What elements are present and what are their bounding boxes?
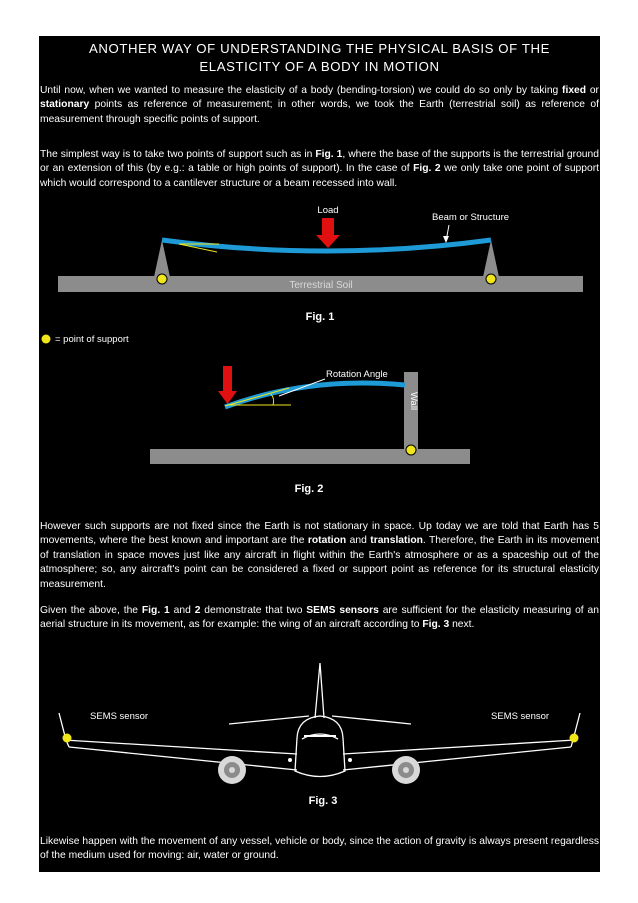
paragraph-conclusion xyxy=(40,835,599,864)
text-run: demonstrate that two xyxy=(200,605,307,616)
title-line-1: ANOTHER WAY OF UNDERSTANDING THE PHYSICAL BASIS OF THE xyxy=(88,41,551,56)
soil-label: Terrestrial Soil xyxy=(289,280,353,291)
text-run: points as reference of measurement; in other words, we took the Earth (terrestrial soil) as reference of measurement through specific points of support. xyxy=(40,99,599,125)
text-run: The simplest way is to take two points of support such as in xyxy=(40,149,316,160)
text-run: or xyxy=(586,85,599,96)
fuselage xyxy=(295,716,345,777)
text-run: Likewise happen with the movement of any vessel, vehicle or body, since the action of gravity is always present regardless of the medium used for moving: air, water or ground. xyxy=(40,836,599,862)
sems-sensor-right-label: SEMS sensor xyxy=(491,711,550,722)
sems-sensor-left-icon xyxy=(63,734,72,743)
text-run: However such supports are not fixed since the Earth is not stationary in space. Up today we are told that Earth has 5 movements, where the best known and important are the xyxy=(40,521,599,547)
text-run: are sufficient for the elasticity measuring of an aerial structure in its movement, as for example: the wing of an aircraft according to xyxy=(40,605,599,631)
bold-term: fixed xyxy=(562,85,587,96)
horizontal-stabilizer xyxy=(229,716,411,724)
text-run: and xyxy=(346,535,371,547)
figure-3-caption: Fig. 3 xyxy=(308,795,338,807)
sems-sensor-left-label: SEMS sensor xyxy=(90,711,149,722)
bold-term: translation xyxy=(370,535,423,547)
text-run: Until now, when we wanted to measure the elasticity of a body (bending-torsion) we could do so only by taking xyxy=(40,85,563,96)
left-wing xyxy=(64,740,297,770)
gear-dot xyxy=(348,758,352,762)
beam-label: Beam or Structure xyxy=(432,212,510,223)
wall-label: Wall xyxy=(408,391,419,411)
bold-term: Fig. 1 xyxy=(315,149,343,160)
document-panel xyxy=(39,36,600,872)
tail-fin xyxy=(315,663,324,718)
text-run: we only take one point of support which would correspond to a cantilever structure or a beam recessed into wall. xyxy=(40,163,600,189)
figure-2-caption: Fig. 2 xyxy=(294,483,324,495)
gear-dot xyxy=(288,758,292,762)
rotation-angle-label: Rotation Angle xyxy=(326,369,388,380)
text-run: . Therefore, the Earth in its movement of translation in space moves just like any aircraft in flight within the Earth's atmosphere or as a spaceship out of the atmosphere; so, any aircraft's point can be considered a fixed or support point as reference for its structural elasticity measurement. xyxy=(40,535,599,590)
text-run: , where the base of the supports is the terrestrial ground or an extension of this (by e.g.: a table or high points of support). In the case of xyxy=(40,149,599,175)
right-wing xyxy=(343,740,575,770)
load-label: Load xyxy=(317,205,339,216)
bold-term: stationary xyxy=(40,99,90,111)
title-line-2: ELASTICITY OF A BODY IN MOTION xyxy=(199,59,440,74)
bold-term: Fig. 1 xyxy=(141,605,170,616)
bold-term: SEMS sensors xyxy=(306,605,379,616)
bold-term: Fig. 2 xyxy=(413,163,441,175)
text-run: Given the above, the xyxy=(40,605,142,616)
bold-term: rotation xyxy=(307,535,347,547)
bold-term: Fig. 3 xyxy=(422,619,450,631)
text-run: and xyxy=(169,605,195,616)
figure-1-caption: Fig. 1 xyxy=(305,311,335,323)
legend-text: = point of support xyxy=(55,334,129,345)
right-engine-icon xyxy=(392,756,420,784)
sems-sensor-right-icon xyxy=(570,734,579,743)
bold-term: 2 xyxy=(194,605,201,616)
left-engine-icon xyxy=(218,756,246,784)
text-run: next. xyxy=(449,619,475,631)
figure-3 xyxy=(39,36,600,872)
